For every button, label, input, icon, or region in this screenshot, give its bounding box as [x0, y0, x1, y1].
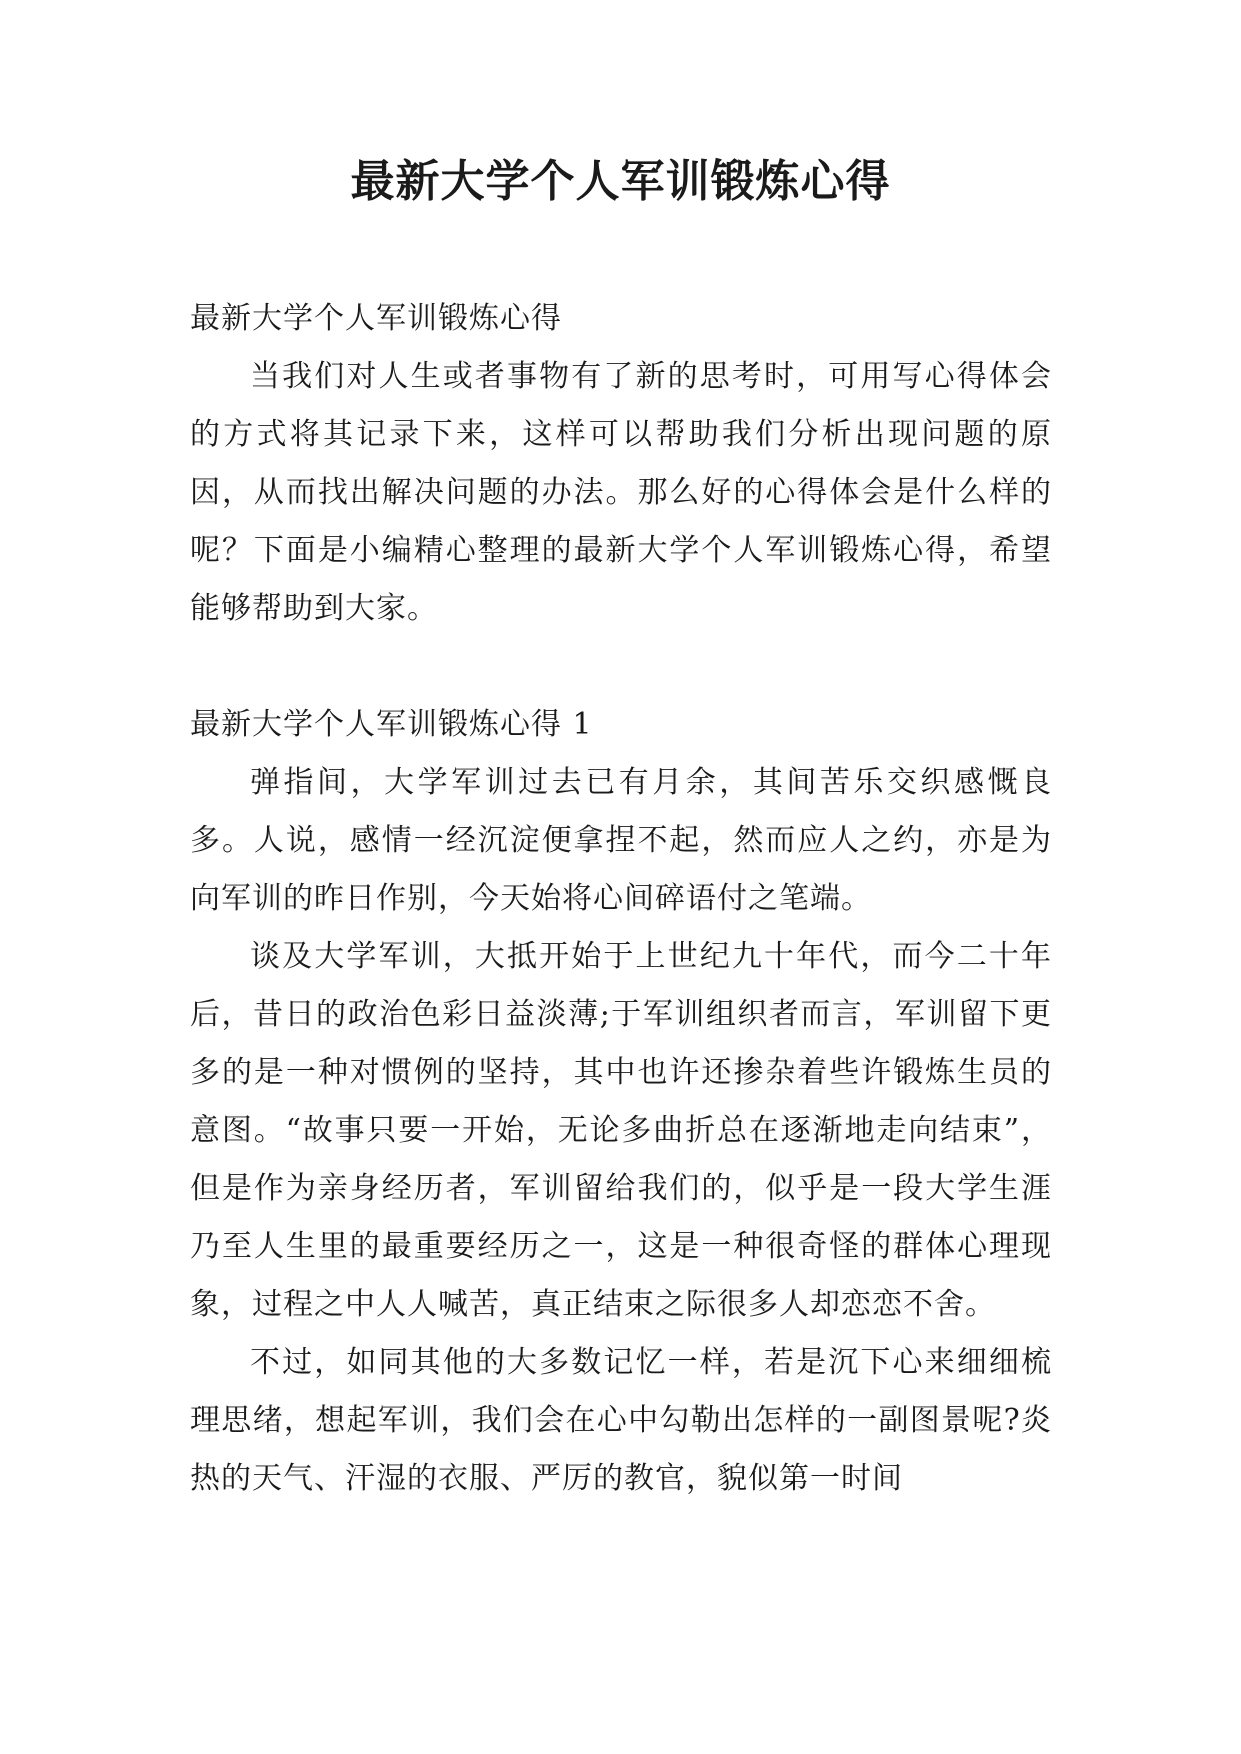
body-paragraph: 不过，如同其他的大多数记忆一样，若是沉下心来细细梳理思绪，想起军训，我们会在心中勾勒出怎样的一副图景呢?炎热的天气、汗湿的衣服、严厉的教官，貌似第一时间	[190, 1345, 1052, 1496]
section-heading: 最新大学个人军训锻炼心得 1	[190, 707, 593, 742]
section-spacer	[190, 638, 1052, 696]
document-body	[190, 290, 1052, 1508]
section-heading: 最新大学个人军训锻炼心得	[190, 301, 562, 336]
body-paragraph: 弹指间，大学军训过去已有月余，其间苦乐交织感慨良多。人说，感情一经沉淀便拿捏不起，然而应人之约，亦是为向军训的昨日作别，今天始将心间碎语付之笔端。	[190, 765, 1052, 916]
intro-paragraph: 当我们对人生或者事物有了新的思考时，可用写心得体会的方式将其记录下来，这样可以帮助我们分析出现问题的原因，从而找出解决问题的办法。那么好的心得体会是什么样的呢？下面是小编精心整理的最新大学个人军训锻炼心得，希望能够帮助到大家。	[190, 359, 1052, 626]
document-title: 最新大学个人军训锻炼心得	[350, 156, 891, 207]
body-paragraph: 谈及大学军训，大抵开始于上世纪九十年代，而今二十年后，昔日的政治色彩日益淡薄;于军训组织者而言，军训留下更多的是一种对惯例的坚持，其中也许还掺杂着些许锻炼生员的意图。“故事只要一开始，无论多曲折总在逐渐地走向结束”，但是作为亲身经历者，军训留给我们的，似乎是一段大学生涯乃至人生里的最重要经历之一，这是一种很奇怪的群体心理现象，过程之中人人喊苦，真正结束之际很多人却恋恋不舍。	[190, 939, 1052, 1322]
